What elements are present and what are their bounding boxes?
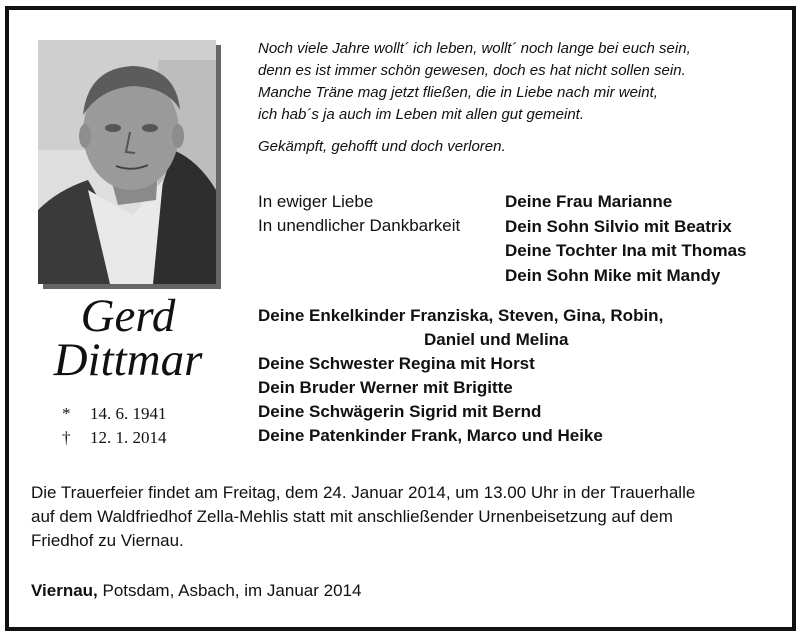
mourner-line: Deine Frau Marianne — [505, 192, 673, 211]
poem-closing: Gekämpft, gehofft und doch verloren. — [258, 138, 506, 155]
mourners-intro — [258, 190, 460, 238]
relative-line: Deine Schwägerin Sigrid mit Bernd — [258, 402, 542, 421]
relative-line: Deine Patenkinder Frank, Marco und Heike — [258, 426, 603, 445]
death-symbol: † — [62, 428, 71, 447]
funeral-notice — [31, 481, 776, 553]
poem-line: ich hab´s ja auch im Leben mit allen gut gemeint. — [258, 106, 585, 123]
notice-line: Friedhof zu Viernau. — [31, 531, 184, 550]
last-name: Dittmar — [53, 334, 203, 386]
relative-line: Dein Bruder Werner mit Brigitte — [258, 378, 513, 397]
relative-line: Deine Schwester Regina mit Horst — [258, 354, 535, 373]
first-name: Gerd — [80, 290, 176, 342]
poem-line: Manche Träne mag jetzt fließen, die in Liebe nach mir weint, — [258, 84, 658, 101]
birth-date: 14. 6. 1941 — [90, 404, 167, 423]
notice-line: Die Trauerfeier findet am Freitag, dem 24. Januar 2014, um 13.00 Uhr in der Trauerhalle — [31, 483, 696, 502]
intro-line: In unendlicher Dankbarkeit — [258, 216, 461, 235]
birth-symbol: * — [62, 404, 71, 423]
close-family-list — [505, 190, 747, 288]
deceased-name — [28, 290, 228, 386]
portrait-photo — [38, 40, 216, 284]
life-dates — [62, 402, 167, 450]
place-rest: Potsdam, Asbach, im Januar 2014 — [97, 581, 362, 600]
death-date: 12. 1. 2014 — [90, 428, 167, 447]
poem-line: denn es ist immer schön gewesen, doch es hat nicht sollen sein. — [258, 62, 686, 79]
mourner-line: Deine Tochter Ina mit Thomas — [505, 241, 747, 260]
mourner-line: Dein Sohn Mike mit Mandy — [505, 265, 721, 285]
poem — [258, 38, 778, 158]
notice-line: auf dem Waldfriedhof Zella-Mehlis statt mit anschließender Urnenbeisetzung auf dem — [31, 507, 673, 526]
place-and-date — [31, 579, 361, 603]
relatives-list — [258, 304, 758, 448]
grandchildren-line: Deine Enkelkinder Franziska, Steven, Gina, Robin, — [258, 306, 664, 325]
place-town: Viernau, — [31, 581, 98, 600]
intro-line: In ewiger Liebe — [258, 192, 374, 211]
grandchildren-line: Daniel und Melina — [424, 330, 569, 349]
mourner-line: Dein Sohn Silvio mit Beatrix — [505, 216, 732, 236]
poem-line: Noch viele Jahre wollt´ ich leben, wollt´ noch lange bei euch sein, — [258, 40, 691, 57]
